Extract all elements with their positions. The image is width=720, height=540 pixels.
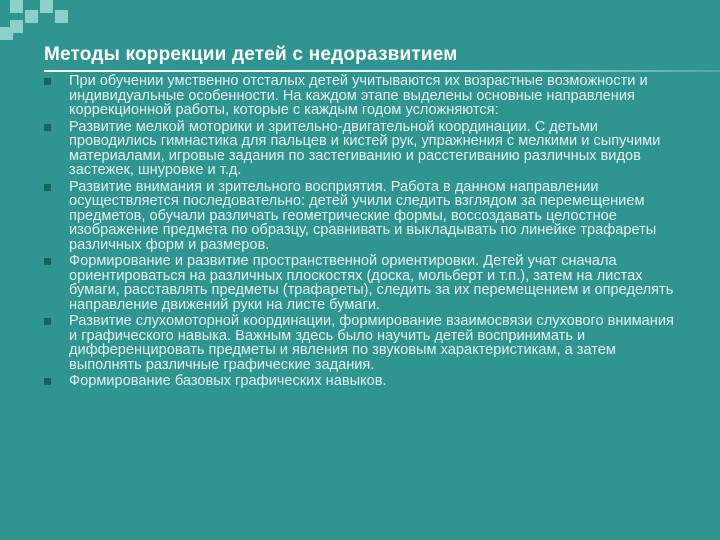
decor-square <box>10 0 23 13</box>
bullet-item <box>40 120 680 178</box>
decor-square <box>40 0 53 13</box>
square-bullet-icon <box>44 184 51 191</box>
bullet-text: При обучении умственно отсталых детей учитываются их возрастные возможности и индивидуальные особенности. На каждом этапе выделены основные направления коррекционной работы, которые с каждым годом усложняются: <box>69 73 648 118</box>
title-underline <box>44 70 720 72</box>
bullet-item <box>40 314 680 372</box>
bullet-list <box>40 74 680 389</box>
bullet-text: Формирование и развитие пространственной ориентировки. Детей учат сначала ориентироваться на различных плоскостях (доска, мольберт и т.п.), затем на листах бумаги, расставлять предметы (трафареты), следить за их перемещением и определять направление движений руки на листе бумаги. <box>69 253 674 313</box>
bullet-item <box>40 374 680 389</box>
square-bullet-icon <box>44 258 51 265</box>
decor-square <box>25 10 38 23</box>
square-bullet-icon <box>44 78 51 85</box>
bullet-text: Развитие слухомоторной координации, формирование взаимосвязи слухового внимания и графического навыка. Важным здесь было научить детей воспринимать и дифференцировать предметы и явления по звуковым характеристикам, а затем выполнять различные графические задания. <box>69 313 674 373</box>
bullet-text: Развитие мелкой моторики и зрительно-двигательной координации. С детьми проводились гимнастика для пальцев и кистей рук, упражнения с мелкими и сыпучими материалами, игровые задания по застегиванию и расстегиванию различных видов застежек, шнуровке и т.д. <box>69 118 661 178</box>
decor-square <box>55 10 68 23</box>
slide-title: Методы коррекции детей с недоразвитием <box>44 44 458 65</box>
corner-decoration <box>0 0 70 40</box>
square-bullet-icon <box>44 124 51 131</box>
bullet-item <box>40 180 680 253</box>
bullet-item <box>40 254 680 312</box>
bullet-item <box>40 74 680 118</box>
square-bullet-icon <box>44 318 51 325</box>
square-bullet-icon <box>44 378 51 385</box>
bullet-text: Формирование базовых графических навыков. <box>69 373 387 389</box>
bullet-text: Развитие внимания и зрительного восприятия. Работа в данном направлении осуществляется последовательно: детей учили следить взглядом за перемещением предметов, обучали различать геометрические формы, воссоздавать целостное изображение предмета по образцу, сравнивать и выкладывать по линейке трафареты различных форм и размеров. <box>69 178 657 253</box>
decor-square <box>0 27 13 40</box>
